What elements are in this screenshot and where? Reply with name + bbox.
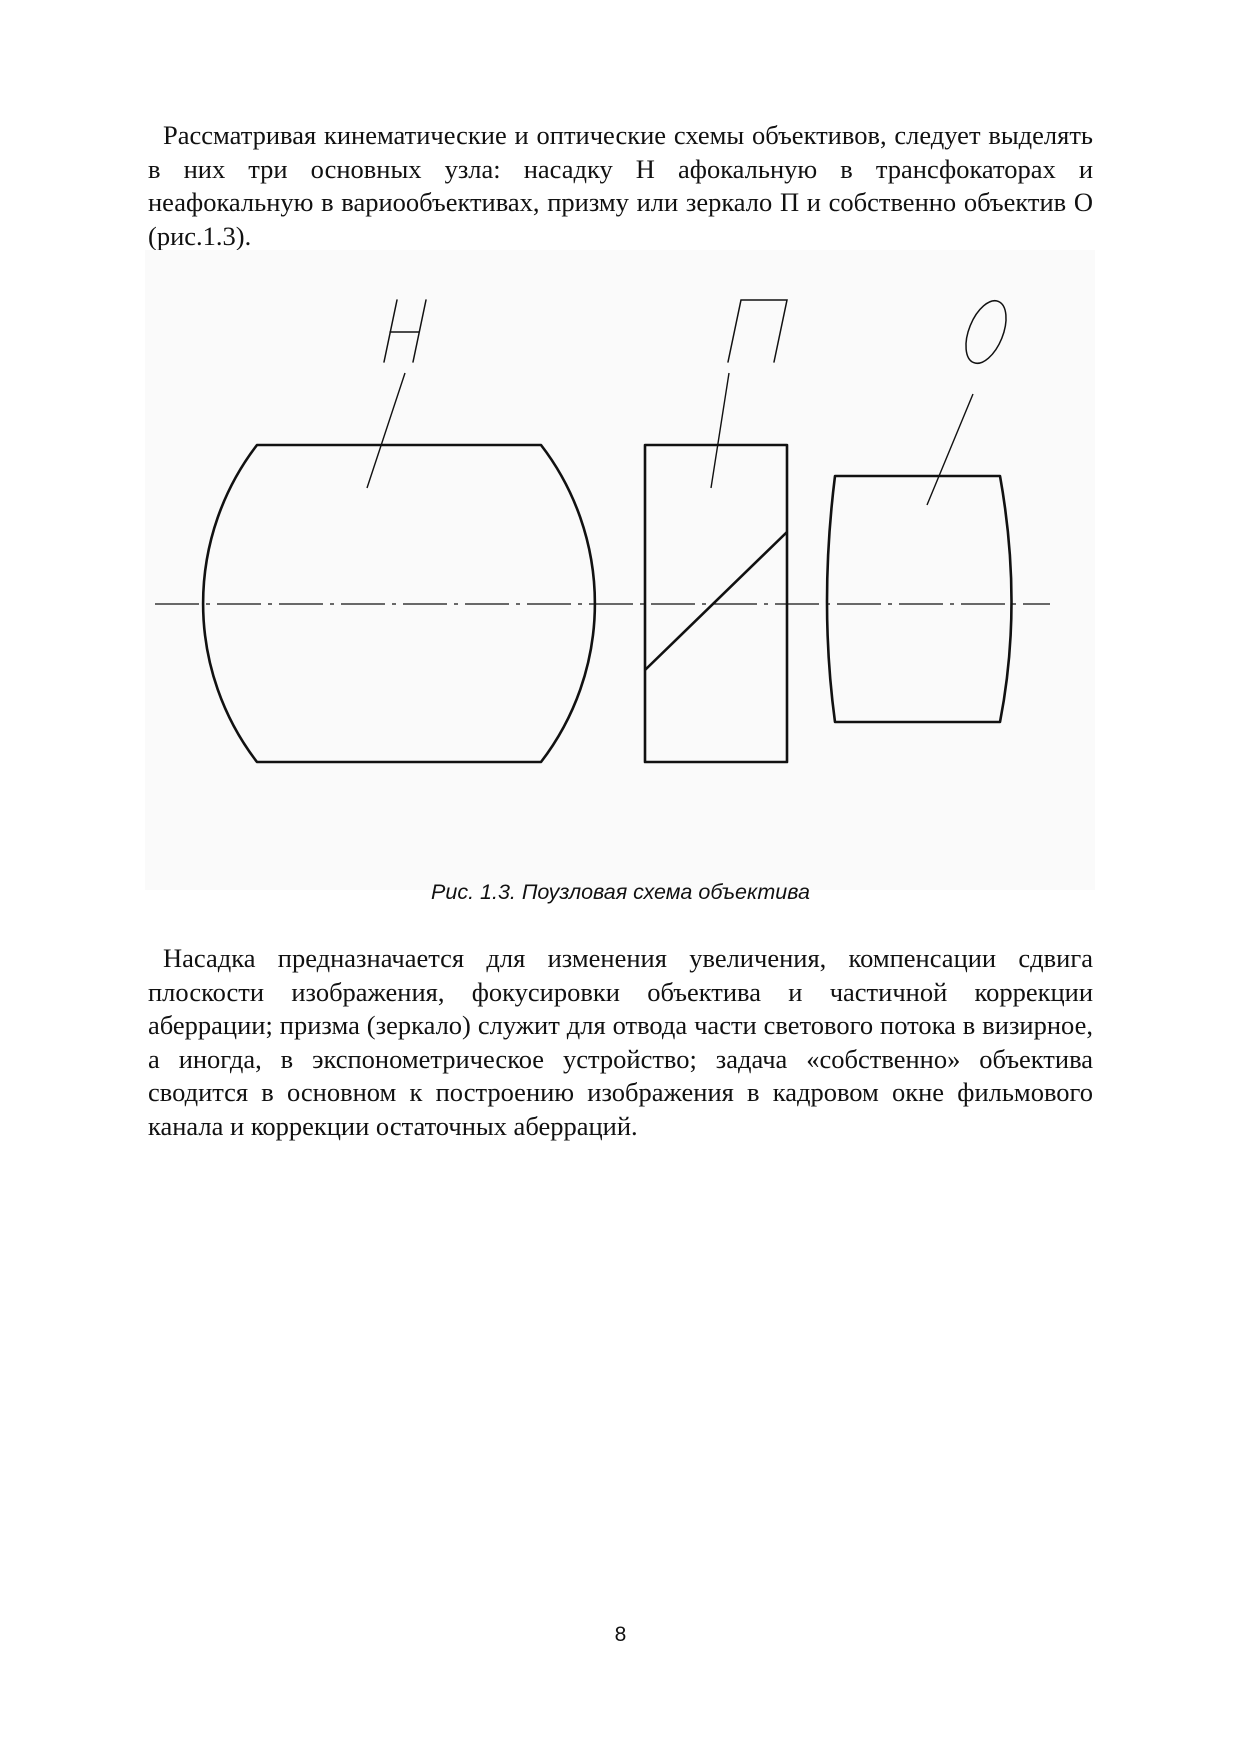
letter-p-glyph	[728, 300, 787, 362]
objective-label	[958, 295, 1014, 369]
figure-caption: Рис. 1.3. Поузловая схема объектива	[431, 880, 810, 904]
lens-unit-diagram	[145, 250, 1095, 890]
objective-lens-shape	[827, 476, 1012, 722]
prism-leader-line	[711, 373, 729, 488]
page-number: 8	[614, 1623, 627, 1646]
attachment-leader-line	[367, 373, 405, 488]
description-paragraph: Насадка предназначается для изменения увеличения, компенсации сдвига плоскости изображения, фокусировки объектива и частичной коррекции аберрации; призма (зеркало) служит для отвода части светового потока в визирное, а иногда, в экспонометрическое устройство; задача «собственно» объектива сводится в основном к построению изображения в кадровом окне фильмового канала и коррекции остаточных аберраций.	[148, 943, 1093, 1141]
prism-label	[728, 300, 787, 362]
mirror-diagonal-line	[645, 532, 787, 670]
attachment-label	[384, 300, 426, 362]
letter-o-glyph	[958, 295, 1014, 369]
intro-paragraph: Рассматривая кинематические и оптические схемы объективов, следует выделять в них три основных узла: насадку Н афокальную в трансфокаторах и неафокальную в вариообъективах, призму или зеркало П и собственно объектив О (рис.1.3).	[148, 120, 1093, 251]
letter-n-glyph	[384, 300, 426, 362]
objective-leader-line	[927, 394, 973, 505]
